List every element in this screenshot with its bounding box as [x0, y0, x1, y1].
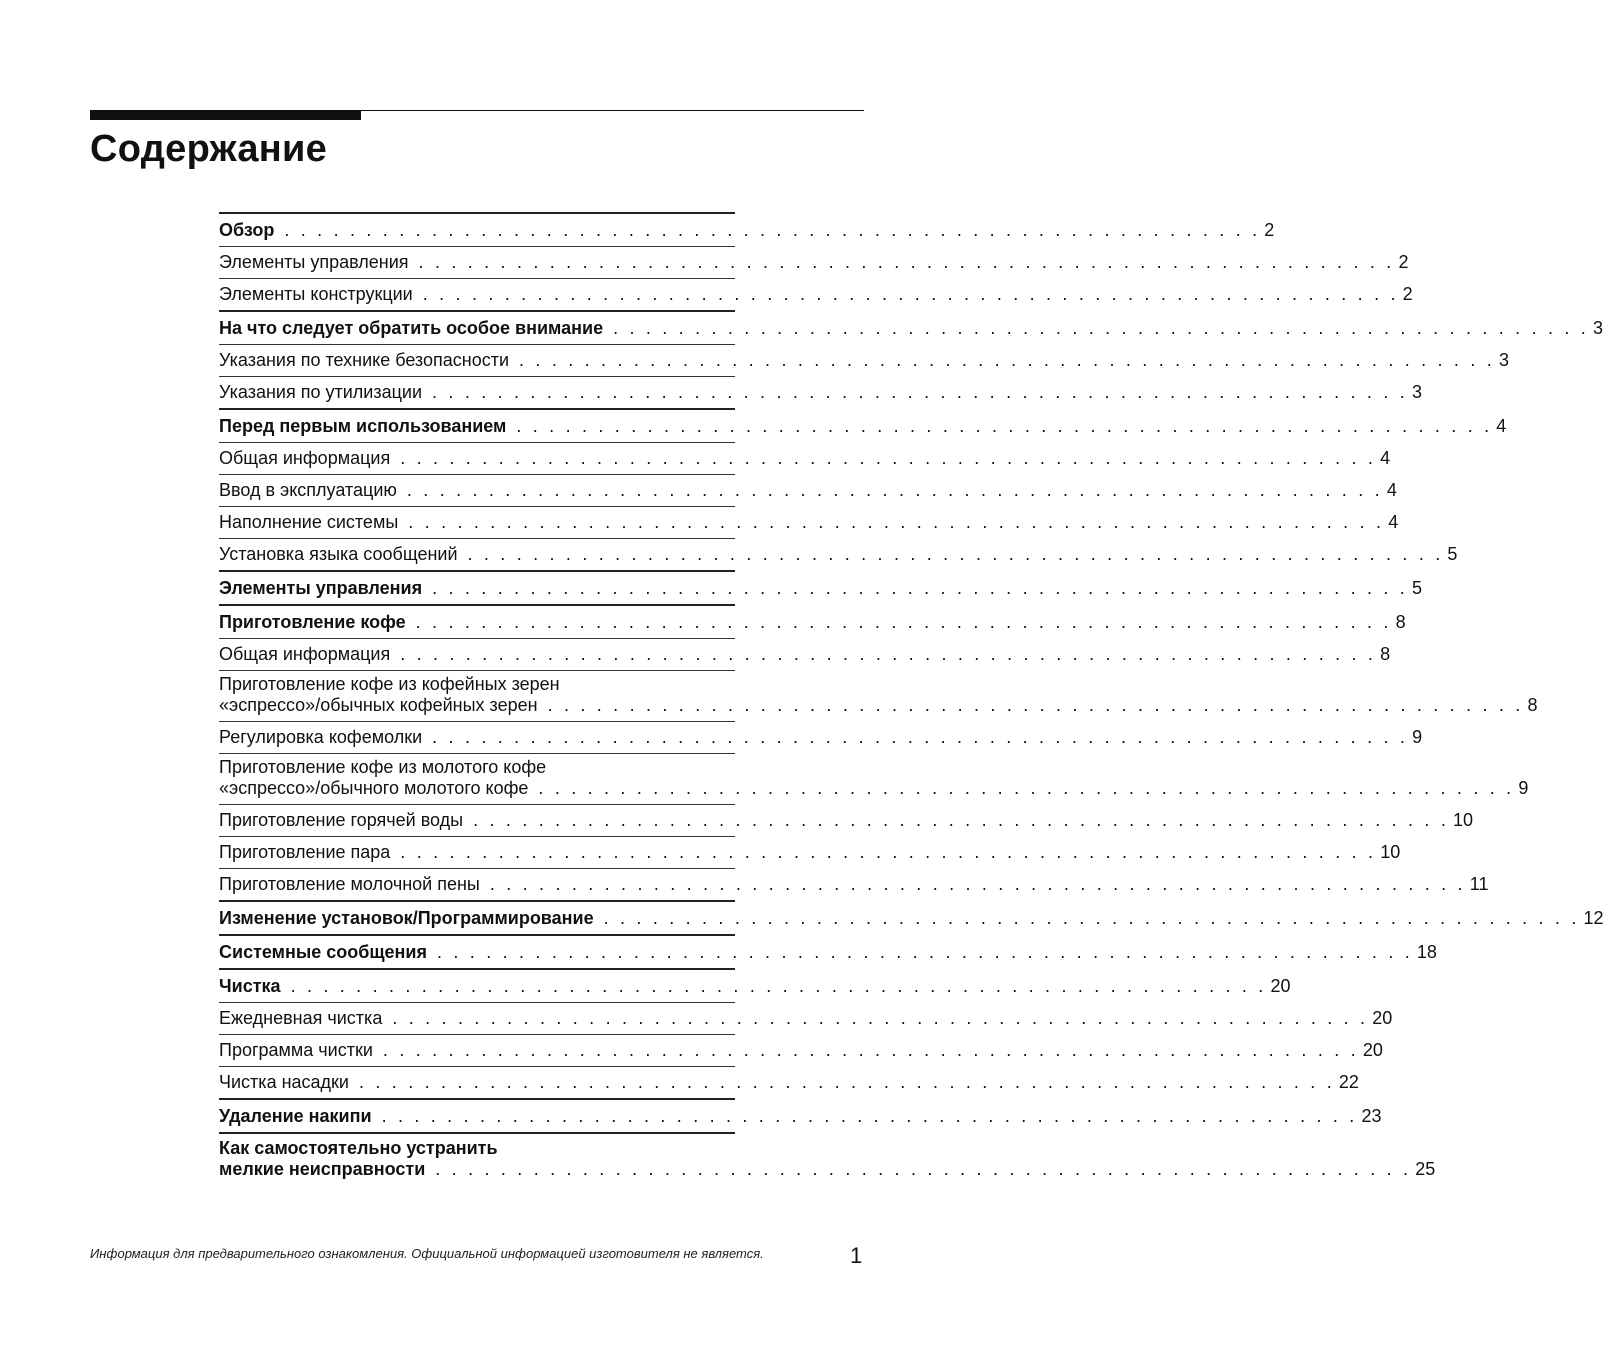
toc-page-number: 4 — [1380, 448, 1391, 468]
toc-entry-line — [219, 1008, 1393, 1029]
dot-leader: . . . . . . . . . . . . . . . . . . . . . . . . . . . . . . . . . . . . . . . . . . . . . . . . . . . . . . . . . . . . — [392, 1008, 1369, 1028]
toc-entry-title: Обзор — [219, 220, 275, 240]
toc-subsection[interactable] — [219, 638, 1391, 670]
toc-entry-line — [219, 810, 1474, 831]
toc-entry-line — [219, 644, 1391, 665]
dot-leader: . . . . . . . . . . . . . . . . . . . . . . . . . . . . . . . . . . . . . . . . . . . . . . . . . . . . . . . . . . . . — [415, 612, 1392, 632]
toc-entry-title: Наполнение системы — [219, 512, 399, 532]
toc-page-number: 3 — [1411, 382, 1422, 402]
toc-subsection[interactable] — [219, 1034, 1383, 1066]
toc-entry-line — [219, 942, 1437, 963]
toc-entry-line — [219, 1106, 1382, 1127]
toc-page-number: 4 — [1386, 480, 1397, 500]
toc-entry-line — [219, 512, 1399, 533]
toc-subsection[interactable] — [219, 804, 1474, 836]
toc-entry-title: мелкие неисправности — [219, 1159, 426, 1179]
dot-leader: . . . . . . . . . . . . . . . . . . . . . . . . . . . . . . . . . . . . . . . . . . . . . . . . . . . . . . . . . . . . — [435, 1159, 1412, 1179]
toc-section[interactable] — [219, 1132, 1436, 1185]
toc-entry-title: Приготовление пара — [219, 842, 391, 862]
toc-page-number: 9 — [1518, 778, 1529, 798]
table-of-contents — [219, 212, 1604, 1185]
toc-entry-title: Системные сообщения — [219, 942, 427, 962]
toc-entry-line — [219, 284, 1413, 305]
toc-entry-line — [219, 908, 1604, 929]
toc-page-number: 20 — [1372, 1008, 1393, 1028]
dot-leader: . . . . . . . . . . . . . . . . . . . . . . . . . . . . . . . . . . . . . . . . . . . . . . . . . . . . . . . . . . . . — [519, 350, 1495, 370]
toc-subsection[interactable] — [219, 474, 1397, 506]
toc-section[interactable] — [219, 900, 1604, 934]
toc-entry-line — [219, 252, 1409, 273]
toc-entry-title: Элементы управления — [219, 578, 423, 598]
dot-leader: . . . . . . . . . . . . . . . . . . . . . . . . . . . . . . . . . . . . . . . . . . . . . . . . . . . . . . . . . . . . — [381, 1106, 1358, 1126]
toc-entry-line — [219, 350, 1509, 371]
toc-section[interactable] — [219, 408, 1507, 442]
toc-entry-line — [219, 778, 1529, 799]
toc-page-number: 11 — [1469, 874, 1489, 894]
toc-page-number: 25 — [1415, 1159, 1436, 1179]
toc-page-number: 4 — [1388, 512, 1399, 532]
dot-leader: . . . . . . . . . . . . . . . . . . . . . . . . . . . . . . . . . . . . . . . . . . . . . . . . . . . . . . . . . . . . — [408, 512, 1385, 532]
toc-entry-title: Ввод в эксплуатацию — [219, 480, 397, 500]
toc-entry-title: Элементы управления — [219, 252, 409, 272]
toc-section[interactable] — [219, 310, 1604, 344]
toc-subsection[interactable] — [219, 538, 1458, 570]
toc-entry-title: Удаление накипи — [219, 1106, 372, 1126]
dot-leader: . . . . . . . . . . . . . . . . . . . . . . . . . . . . . . . . . . . . . . . . . . . . . . . . . . . . . . . . . . . . — [400, 842, 1377, 862]
toc-page-number: 5 — [1447, 544, 1458, 564]
toc-entry-title: Приготовление кофе из молотого кофе — [219, 757, 547, 777]
toc-entry-line — [219, 382, 1422, 403]
toc-entry-title: Установка языка сообщений — [219, 544, 458, 564]
dot-leader: . . . . . . . . . . . . . . . . . . . . . . . . . . . . . . . . . . . . . . . . . . . . . . . . . . . . . . . . . . . . — [382, 1040, 1359, 1060]
toc-entry-title: Регулировка кофемолки — [219, 727, 423, 747]
toc-subsection[interactable] — [219, 344, 1509, 376]
toc-page-number: 10 — [1453, 810, 1474, 830]
toc-entry-title: «эспрессо»/обычного молотого кофе — [219, 778, 529, 798]
toc-page-number: 3 — [1593, 318, 1604, 338]
toc-page-number: 5 — [1412, 578, 1423, 598]
toc-entry-line — [219, 674, 735, 695]
toc-entry-line — [219, 1072, 1359, 1093]
dot-leader: . . . . . . . . . . . . . . . . . . . . . . . . . . . . . . . . . . . . . . . . . . . . . . . . . . . . . . . . . . . . — [547, 695, 1524, 715]
toc-section[interactable] — [219, 570, 1423, 604]
toc-page-number: 18 — [1416, 942, 1437, 962]
toc-entry-line — [219, 318, 1604, 339]
toc-page-number: 2 — [1398, 252, 1409, 272]
toc-entry-line — [219, 757, 735, 778]
toc-section[interactable] — [219, 604, 1406, 638]
toc-entry-title: Программа чистки — [219, 1040, 373, 1060]
dot-leader: . . . . . . . . . . . . . . . . . . . . . . . . . . . . . . . . . . . . . . . . . . . . . . . . . . . . . . . . . . . . — [284, 220, 1261, 240]
dot-leader: . . . . . . . . . . . . . . . . . . . . . . . . . . . . . . . . . . . . . . . . . . . . . . . . . . . . . . . . . . . . — [432, 727, 1409, 747]
toc-subsection[interactable] — [219, 376, 1422, 408]
toc-entry-line — [219, 727, 1423, 748]
dot-leader: . . . . . . . . . . . . . . . . . . . . . . . . . . . . . . . . . . . . . . . . . . . . . . . . . . . . . . . . . . . . — [538, 778, 1515, 798]
toc-entry-title: Указания по утилизации — [219, 382, 423, 402]
toc-entry-line — [219, 480, 1397, 501]
toc-page-number: 20 — [1270, 976, 1291, 996]
toc-subsection[interactable] — [219, 721, 1423, 753]
toc-entry-line — [219, 1040, 1383, 1061]
toc-page-number: 9 — [1412, 727, 1423, 747]
page-title: Содержание — [90, 128, 328, 170]
toc-entry-line — [219, 612, 1406, 633]
dot-leader: . . . . . . . . . . . . . . . . . . . . . . . . . . . . . . . . . . . . . . . . . . . . . . . . . . . . . . . . . . . . — [473, 810, 1450, 830]
dot-leader: . . . . . . . . . . . . . . . . . . . . . . . . . . . . . . . . . . . . . . . . . . . . . . . . . . . . . . . . . . . . — [437, 942, 1413, 962]
toc-page-number: 8 — [1527, 695, 1538, 715]
dot-leader: . . . . . . . . . . . . . . . . . . . . . . . . . . . . . . . . . . . . . . . . . . . . . . . . . . . . . . . . . . . . — [432, 382, 1408, 402]
toc-subsection[interactable] — [219, 753, 1529, 804]
dot-leader: . . . . . . . . . . . . . . . . . . . . . . . . . . . . . . . . . . . . . . . . . . . . . . . . . . . . . . . . . . . . — [603, 908, 1580, 928]
toc-page-number: 8 — [1380, 644, 1391, 664]
toc-entry-title: Изменение установок/Программирование — [219, 908, 594, 928]
dot-leader: . . . . . . . . . . . . . . . . . . . . . . . . . . . . . . . . . . . . . . . . . . . . . . . . . . . . . . . . . . . . — [432, 578, 1409, 598]
toc-entry-line — [219, 544, 1458, 565]
toc-entry-line — [219, 220, 1275, 241]
toc-entry-title: Приготовление кофе из кофейных зерен — [219, 674, 560, 694]
toc-page-number: 2 — [1264, 220, 1275, 240]
dot-leader: . . . . . . . . . . . . . . . . . . . . . . . . . . . . . . . . . . . . . . . . . . . . . . . . . . . . . . . . . . . . — [516, 416, 1493, 436]
toc-subsection[interactable] — [219, 506, 1399, 538]
toc-entry-line — [219, 874, 1489, 895]
toc-entry-title: «эспрессо»/обычных кофейных зерен — [219, 695, 538, 715]
heading-rule-thin — [361, 110, 864, 111]
toc-section[interactable] — [219, 212, 1275, 246]
toc-subsection[interactable] — [219, 1002, 1393, 1034]
toc-page-number: 8 — [1395, 612, 1406, 632]
toc-entry-title: Указания по технике безопасности — [219, 350, 510, 370]
toc-entry-title: Чистка — [219, 976, 281, 996]
toc-page-number: 12 — [1583, 908, 1604, 928]
toc-subsection[interactable] — [219, 868, 1489, 900]
toc-entry-title: Общая информация — [219, 644, 391, 664]
toc-entry-line — [219, 976, 1291, 997]
toc-entry-line — [219, 1159, 1436, 1180]
toc-entry-title: Чистка насадки — [219, 1072, 349, 1092]
toc-entry-title: Приготовление молочной пены — [219, 874, 480, 894]
toc-section[interactable] — [219, 1098, 1382, 1132]
toc-page-number: 10 — [1380, 842, 1401, 862]
toc-section[interactable] — [219, 934, 1437, 968]
toc-entry-line — [219, 695, 1538, 716]
toc-entry-line — [219, 1138, 735, 1159]
dot-leader: . . . . . . . . . . . . . . . . . . . . . . . . . . . . . . . . . . . . . . . . . . . . . . . . . . . . . . . . . . . . — [467, 544, 1444, 564]
dot-leader: . . . . . . . . . . . . . . . . . . . . . . . . . . . . . . . . . . . . . . . . . . . . . . . . . . . . . . . . . . . . — [422, 284, 1399, 304]
dot-leader: . . . . . . . . . . . . . . . . . . . . . . . . . . . . . . . . . . . . . . . . . . . . . . . . . . . . . . . . . . . . — [418, 252, 1395, 272]
toc-page-number: 22 — [1338, 1072, 1359, 1092]
toc-entry-title: На что следует обратить особое внимание — [219, 318, 604, 338]
toc-subsection[interactable] — [219, 836, 1401, 868]
toc-subsection[interactable] — [219, 1066, 1359, 1098]
toc-subsection[interactable] — [219, 278, 1413, 310]
dot-leader: . . . . . . . . . . . . . . . . . . . . . . . . . . . . . . . . . . . . . . . . . . . . . . . . . . . . . . . . . . . . — [290, 976, 1267, 996]
toc-entry-line — [219, 448, 1391, 469]
toc-subsection[interactable] — [219, 670, 1538, 721]
dot-leader: . . . . . . . . . . . . . . . . . . . . . . . . . . . . . . . . . . . . . . . . . . . . . . . . . . . . . . . . . . . . — [358, 1072, 1335, 1092]
toc-entry-title: Перед первым использованием — [219, 416, 507, 436]
toc-entry-title: Приготовление горячей воды — [219, 810, 464, 830]
toc-section[interactable] — [219, 968, 1291, 1002]
toc-entry-line — [219, 578, 1423, 599]
toc-page-number: 23 — [1361, 1106, 1382, 1126]
dot-leader: . . . . . . . . . . . . . . . . . . . . . . . . . . . . . . . . . . . . . . . . . . . . . . . . . . . . . . . . . . . . — [613, 318, 1589, 338]
toc-entry-line — [219, 842, 1401, 863]
toc-entry-title: Как самостоятельно устранить — [219, 1138, 498, 1158]
toc-page-number: 3 — [1498, 350, 1509, 370]
toc-entry-line — [219, 416, 1507, 437]
toc-entry-title: Общая информация — [219, 448, 391, 468]
page-number: 1 — [850, 1243, 863, 1268]
toc-page-number: 2 — [1402, 284, 1413, 304]
toc-subsection[interactable] — [219, 442, 1391, 474]
toc-entry-title: Ежедневная чистка — [219, 1008, 383, 1028]
heading-rule-thick — [90, 110, 361, 120]
toc-page-number: 4 — [1496, 416, 1507, 436]
dot-leader: . . . . . . . . . . . . . . . . . . . . . . . . . . . . . . . . . . . . . . . . . . . . . . . . . . . . . . . . . . . . — [400, 448, 1377, 468]
toc-subsection[interactable] — [219, 246, 1409, 278]
footer-disclaimer: Информация для предварительного ознакомления. Официальной информацией изготовителя не является. — [90, 1246, 764, 1261]
dot-leader: . . . . . . . . . . . . . . . . . . . . . . . . . . . . . . . . . . . . . . . . . . . . . . . . . . . . . . . . . . . . — [406, 480, 1383, 500]
dot-leader: . . . . . . . . . . . . . . . . . . . . . . . . . . . . . . . . . . . . . . . . . . . . . . . . . . . . . . . . . . . . — [400, 644, 1377, 664]
toc-page-number: 20 — [1362, 1040, 1383, 1060]
toc-entry-title: Элементы конструкции — [219, 284, 413, 304]
toc-entry-title: Приготовление кофе — [219, 612, 406, 632]
dot-leader: . . . . . . . . . . . . . . . . . . . . . . . . . . . . . . . . . . . . . . . . . . . . . . . . . . . . . . . . . . . . — [489, 874, 1466, 894]
